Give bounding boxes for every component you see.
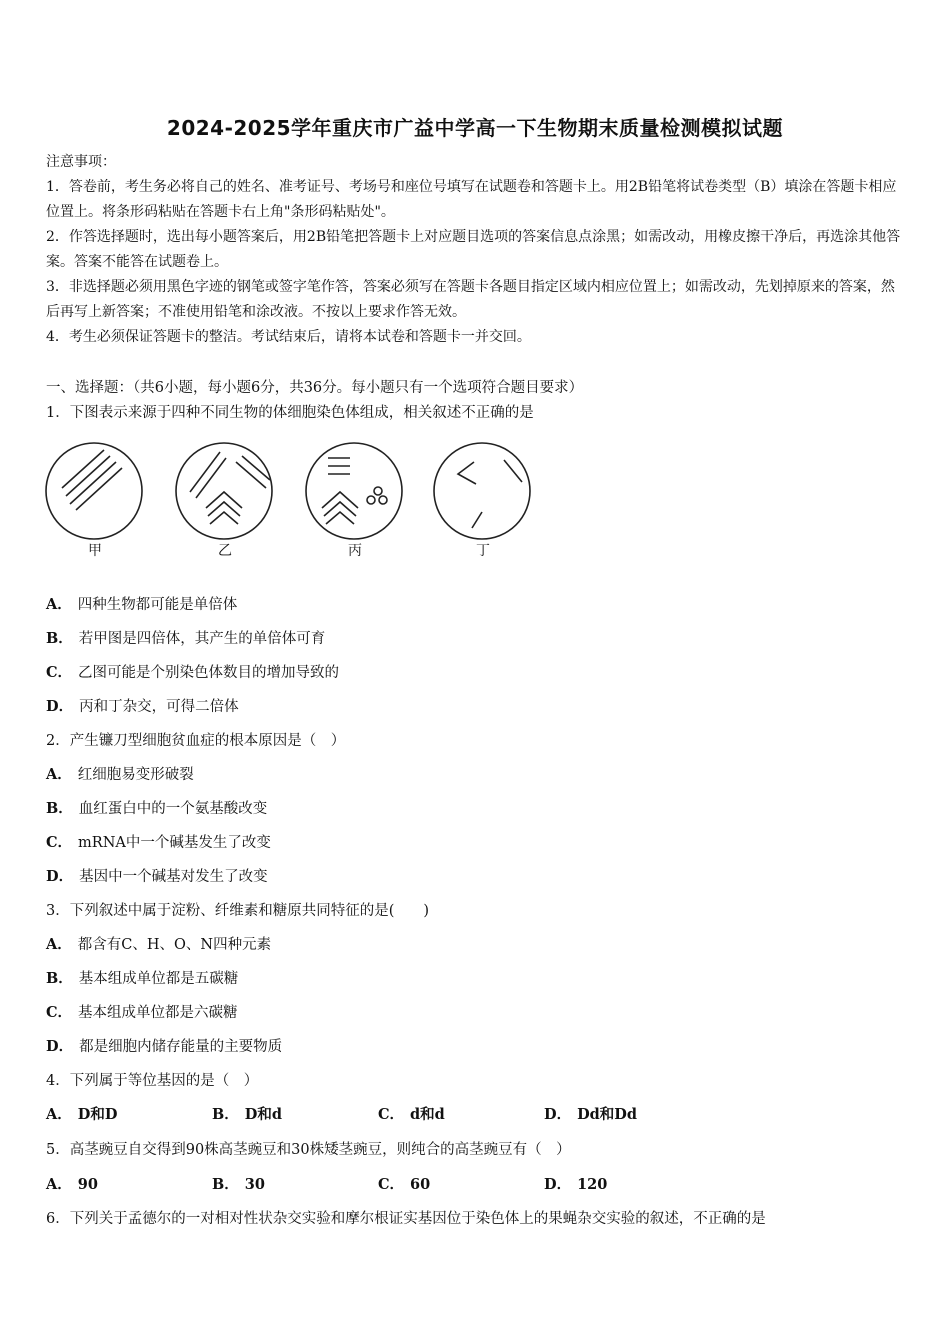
notes-heading: 注意事项： [46, 154, 116, 170]
chromosomes-jia [62, 450, 122, 510]
option-key: B． [46, 630, 73, 647]
option-key: C． [378, 1176, 405, 1193]
notes-block [46, 150, 906, 350]
question-5-stem: 5．高茎豌豆自交得到90株高茎豌豆和30株矮茎豌豆，则纯合的高茎豌豆有（ ） [46, 1142, 571, 1158]
q4-option-b [212, 1103, 378, 1124]
question-6-stem: 6．下列关于孟德尔的一对相对性状杂交实验和摩尔根证实基因位于染色体上的果蝇杂交实验的叙述，不正确的是 [46, 1211, 766, 1227]
q2-option-d [46, 865, 268, 886]
option-text: 120 [577, 1176, 608, 1193]
option-key: A． [46, 1106, 72, 1123]
q3-option-c [46, 1001, 238, 1022]
option-text: D和d [244, 1106, 282, 1123]
option-text: 都含有C、H、O、N四种元素 [77, 937, 272, 953]
option-key: A． [46, 766, 72, 783]
chromosomes-bing [322, 458, 387, 524]
option-key: C． [378, 1106, 405, 1123]
figure-label-bing: 丙 [348, 543, 362, 559]
option-key: A． [46, 596, 72, 613]
question-3-stem: 3．下列叙述中属于淀粉、纤维素和糖原共同特征的是( ) [46, 903, 430, 919]
chromosomes-yi [190, 452, 270, 524]
q2-option-b [46, 797, 267, 818]
option-text: 90 [77, 1176, 98, 1193]
option-text: Dd和Dd [577, 1106, 638, 1123]
q1-option-b [46, 627, 325, 648]
note-item: 1．答卷前，考生务必将自己的姓名、准考证号、考场号和座位号填写在试题卷和答题卡上。用2B铅笔将试卷类型（B）填涂在答题卡相应位置上。将条形码粘贴在答题卡右上角"条形码粘贴处"。 [46, 179, 897, 220]
option-key: C． [46, 1004, 73, 1021]
option-key: D． [544, 1106, 572, 1123]
q1-option-c [46, 661, 339, 682]
note-item: 4．考生必须保证答题卡的整洁。考试结束后，请将本试卷和答题卡一并交回。 [46, 329, 531, 345]
q5-option-a [46, 1173, 212, 1194]
q4-option-a [46, 1103, 212, 1124]
q2-option-a [46, 763, 194, 784]
option-text: 血红蛋白中的一个氨基酸改变 [78, 801, 268, 817]
option-text: mRNA中一个碱基发生了改变 [78, 835, 271, 851]
option-text: 都是细胞内储存能量的主要物质 [79, 1039, 283, 1055]
q3-option-d [46, 1035, 282, 1056]
section-heading: 一、选择题：（共6小题，每小题6分，共36分。每小题只有一个选项符合题目要求） [46, 380, 584, 396]
chromosome-diagram [44, 436, 544, 566]
option-text: 60 [410, 1176, 431, 1193]
note-item: 3．非选择题必须用黑色字迹的钢笔或签字笔作答，答案必须写在答题卡各题目指定区域内相应位置上；如需改动，先划掉原来的答案，然后再写上新答案；不准使用铅笔和涂改液。不按以上要求作答无效。 [46, 279, 895, 320]
option-key: D． [46, 698, 74, 715]
option-text: 四种生物都可能是单倍体 [77, 597, 238, 613]
option-text: D和D [77, 1106, 118, 1123]
option-text: 红细胞易变形破裂 [77, 767, 194, 783]
q1-option-a [46, 593, 237, 614]
option-key: B． [46, 970, 73, 987]
option-key: B． [46, 800, 73, 817]
option-key: C． [46, 664, 73, 681]
chromosomes-ding [458, 460, 522, 528]
option-text: 基因中一个碱基对发生了改变 [79, 869, 268, 885]
note-item: 2．作答选择题时，选出每小题答案后，用2B铅笔把答题卡上对应题目选项的答案信息点涂黑；如需改动，用橡皮擦干净后，再选涂其他答案。答案不能答在试题卷上。 [46, 229, 901, 270]
option-key: D． [46, 1038, 74, 1055]
question-1-stem: 1．下图表示来源于四种不同生物的体细胞染色体组成，相关叙述不正确的是 [46, 405, 534, 421]
option-key: B． [212, 1176, 239, 1193]
q4-option-d [544, 1103, 710, 1124]
q5-option-b [212, 1173, 378, 1194]
question-4-stem: 4．下列属于等位基因的是（ ） [46, 1073, 259, 1089]
option-key: B． [212, 1106, 239, 1123]
option-key: A． [46, 1176, 72, 1193]
figure-label-ding: 丁 [476, 543, 490, 559]
option-text: d和d [410, 1106, 445, 1123]
q4-option-c [378, 1103, 544, 1124]
option-key: D． [544, 1176, 572, 1193]
option-text: 乙图可能是个别染色体数目的增加导致的 [78, 665, 340, 681]
q3-option-a [46, 933, 271, 954]
cell-ding [434, 443, 530, 539]
option-key: C． [46, 834, 73, 851]
q3-option-b [46, 967, 238, 988]
question-2-stem: 2．产生镰刀型细胞贫血症的根本原因是（ ） [46, 733, 346, 749]
option-text: 基本组成单位都是六碳糖 [78, 1005, 238, 1021]
option-text: 丙和丁杂交，可得二倍体 [79, 699, 239, 715]
option-text: 若甲图是四倍体，其产生的单倍体可育 [78, 631, 326, 647]
q4-options-row [46, 1103, 710, 1124]
figure-label-jia: 甲 [88, 543, 102, 559]
chromosome-figure [44, 436, 544, 566]
option-text: 30 [244, 1176, 265, 1193]
q5-option-d [544, 1173, 710, 1194]
cell-bing [306, 443, 402, 539]
q5-options-row [46, 1173, 710, 1194]
cell-jia [46, 443, 142, 539]
option-text: 基本组成单位都是五碳糖 [78, 971, 239, 987]
q1-option-d [46, 695, 239, 716]
page-title: 2024-2025学年重庆市广益中学高一下生物期末质量检测模拟试题 [166, 116, 784, 140]
q2-option-c [46, 831, 271, 852]
figure-label-yi: 乙 [218, 543, 232, 559]
q5-option-c [378, 1173, 544, 1194]
option-key: A． [46, 936, 72, 953]
option-key: D． [46, 868, 74, 885]
